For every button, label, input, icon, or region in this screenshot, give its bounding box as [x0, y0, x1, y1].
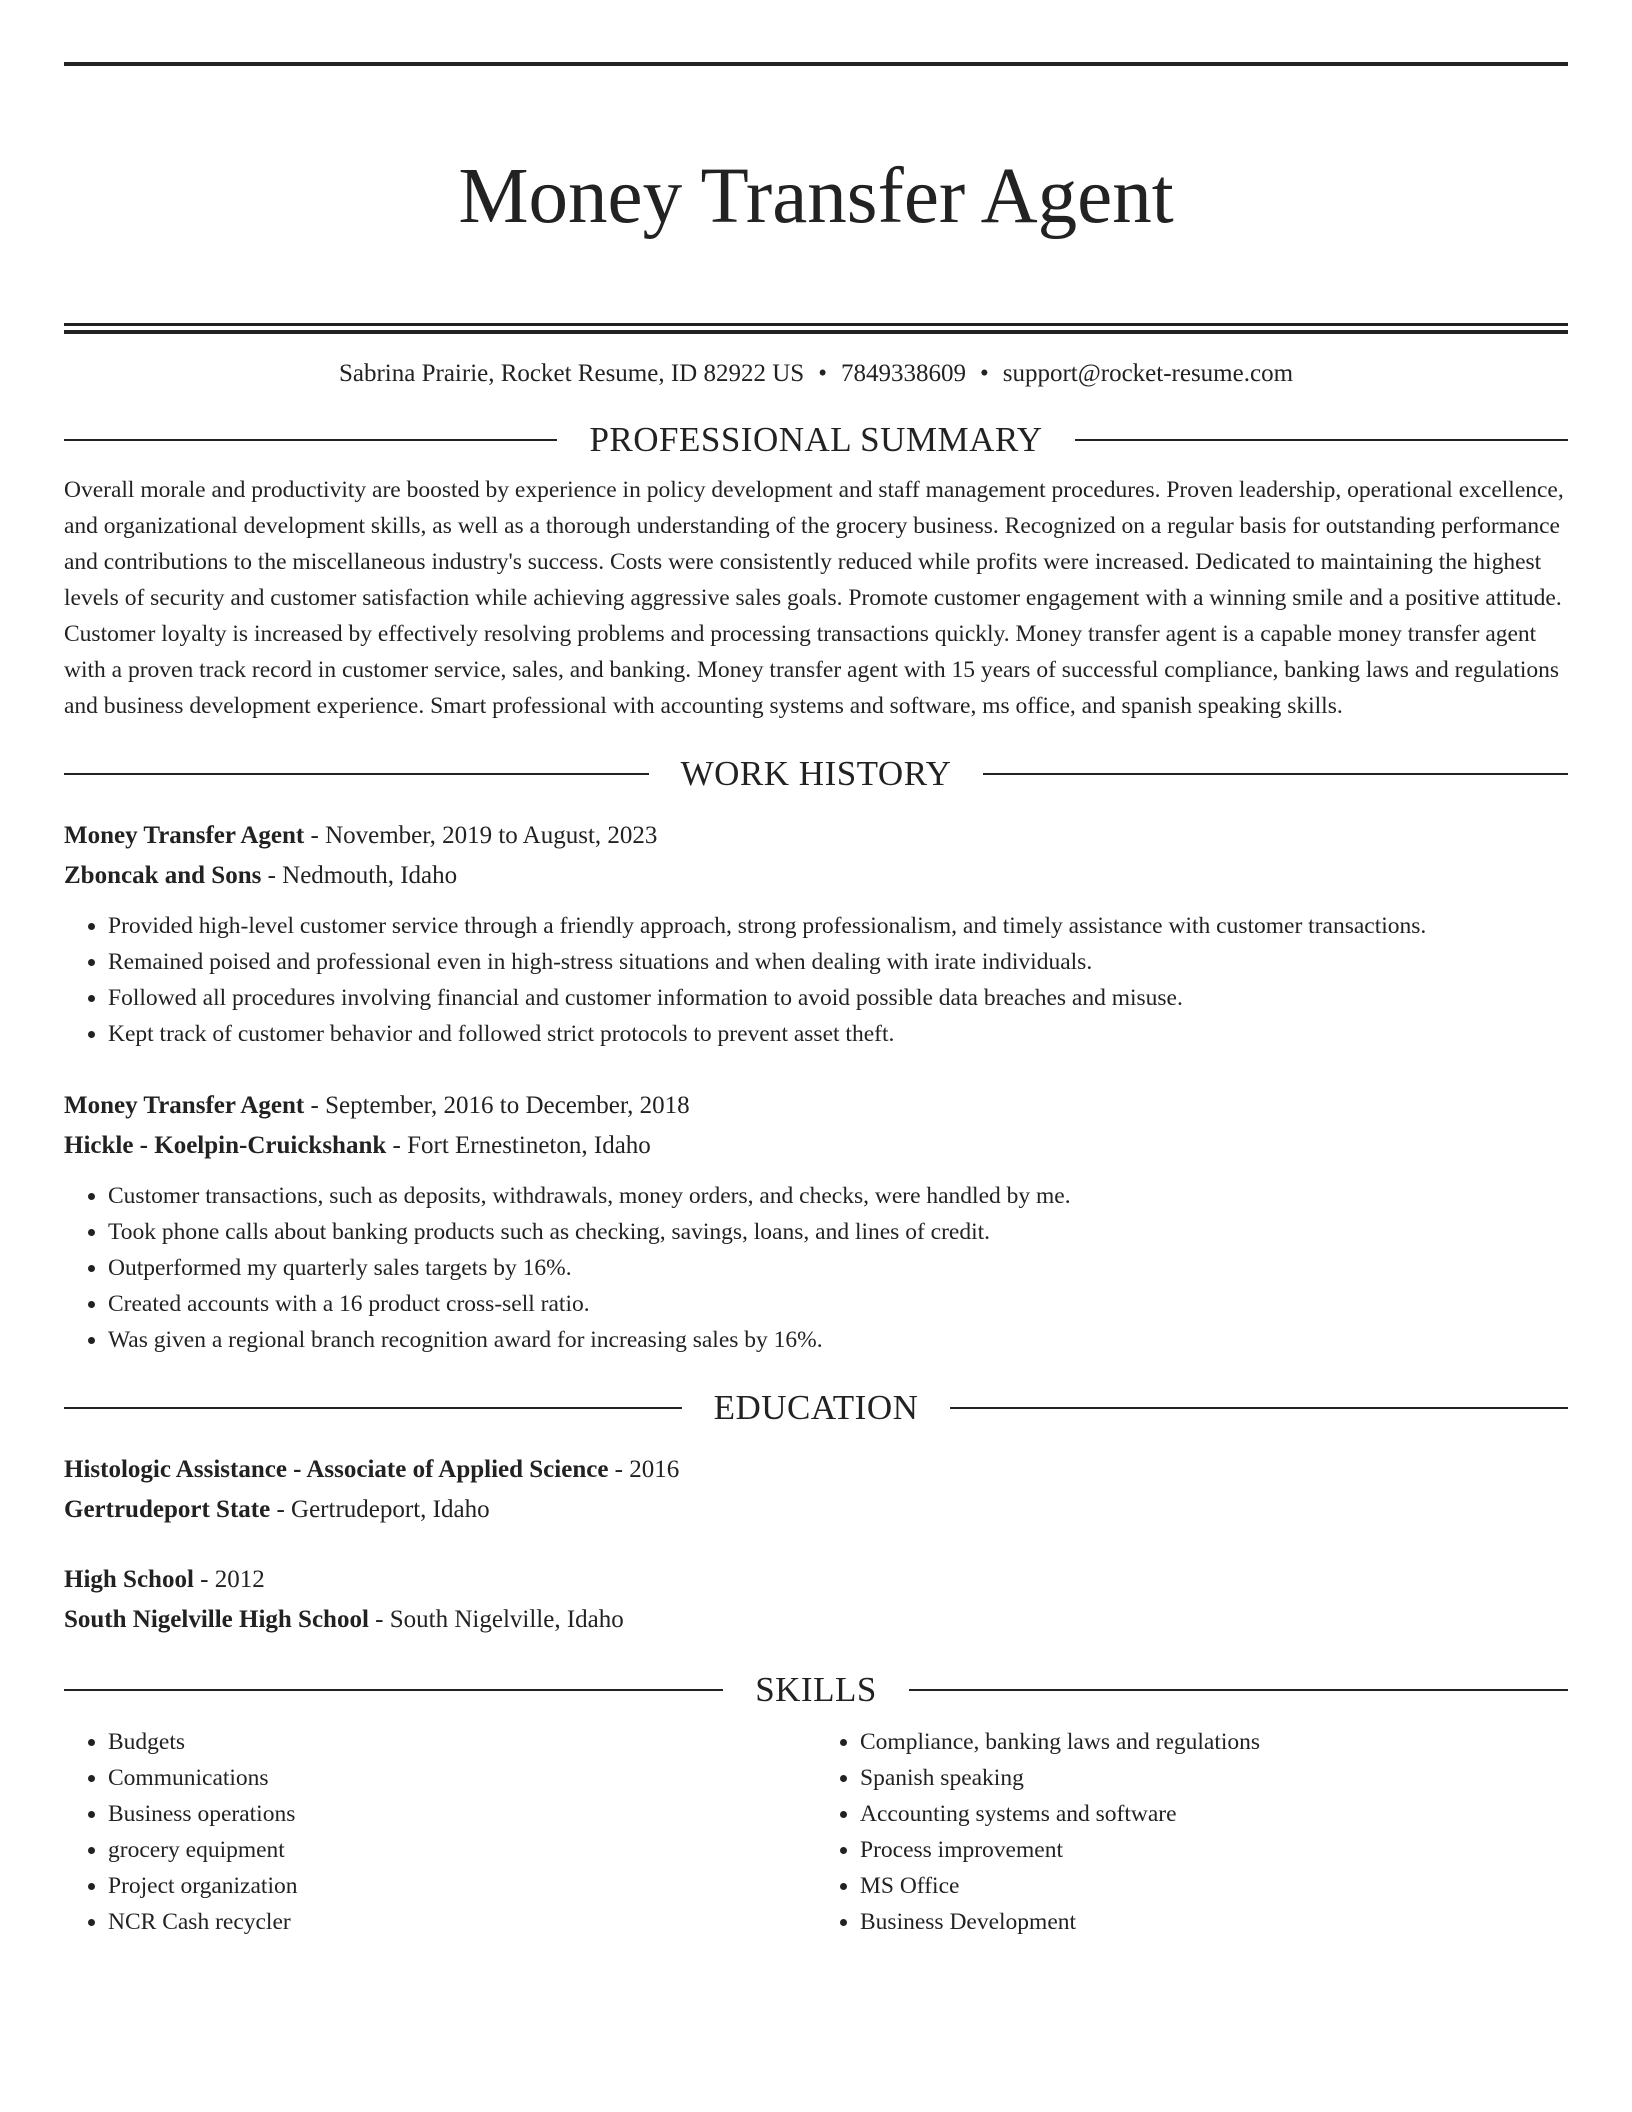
job-company: Zboncak and Sons [64, 861, 262, 889]
contact-line [64, 358, 1568, 390]
skill-item: • NCR Cash recycler [108, 1904, 816, 1940]
job-bullet: • Customer transactions, such as deposits, withdrawals, money orders, and checks, were handled by me. [108, 1178, 1568, 1214]
contact-phone: 7849338609 [840, 359, 966, 387]
heading-rule-left [64, 1689, 723, 1691]
job-company-line [64, 856, 1568, 896]
job-company-line [64, 1126, 1568, 1166]
work-section-heading [64, 752, 1568, 796]
job-bullet-list [64, 908, 1568, 1052]
skills-columns [64, 1724, 1568, 1940]
education-year: - 2016 [608, 1455, 680, 1483]
summary-text: Overall morale and productivity are boosted by experience in policy development and staff management procedures. Proven leadership, operational excellence, and organizational development skills, as well as a thorough understanding of the grocery business. Recognized on a regular basis for outstanding performance and contributions to the miscellaneous industry's success. Costs were consistently reduced while profits were increased. Dedicated to maintaining the highest levels of security and customer satisfaction while achieving aggressive sales goals. Promote customer engagement with a winning smile and a positive attitude. Customer loyalty is increased by effectively resolving problems and processing transactions quickly. Money transfer agent is a capable money transfer agent with a proven track record in customer service, sales, and banking. Money transfer agent with 15 years of successful compliance, banking laws and regulations and business development experience. Smart professional with accounting systems and software, ms office, and spanish speaking skills. [64, 476, 1564, 719]
heading-rule-left [64, 439, 557, 441]
skill-item: • MS Office [860, 1868, 1568, 1904]
heading-rule-right [983, 773, 1568, 775]
job-title-line [64, 816, 1568, 856]
job-entry [64, 816, 1568, 1052]
summary-section-heading [64, 418, 1568, 462]
education-school-line [64, 1600, 1568, 1640]
top-rule [64, 62, 1568, 66]
education-school-line [64, 1490, 1568, 1530]
title-double-rule [64, 323, 1568, 334]
skill-item: • Spanish speaking [860, 1760, 1568, 1796]
skills-section-heading [64, 1668, 1568, 1712]
education-degree-line [64, 1560, 1568, 1600]
job-dates: - November, 2019 to August, 2023 [304, 821, 658, 849]
contact-address: Sabrina Prairie, Rocket Resume, ID 82922 US [338, 359, 805, 387]
skill-item: • Business Development [860, 1904, 1568, 1940]
skill-item: • Project organization [108, 1868, 816, 1904]
education-entry [64, 1450, 1568, 1530]
job-title: Money Transfer Agent [64, 1091, 305, 1119]
skill-item: • Business operations [108, 1796, 816, 1832]
education-school: Gertrudeport State [64, 1495, 271, 1523]
skills-heading-label: SKILLS [755, 1669, 877, 1709]
summary-heading-label: PROFESSIONAL SUMMARY [589, 419, 1043, 459]
heading-rule-right [909, 1689, 1568, 1691]
job-bullet: • Created accounts with a 16 product cross-sell ratio. [108, 1286, 1568, 1322]
education-section-heading [64, 1386, 1568, 1430]
contact-email: support@rocket-resume.com [1002, 359, 1294, 387]
job-bullet: • Kept track of customer behavior and followed strict protocols to prevent asset theft. [108, 1016, 1568, 1052]
skill-item: • grocery equipment [108, 1832, 816, 1868]
skills-list-right [816, 1724, 1568, 1940]
job-bullet: • Was given a regional branch recognition award for increasing sales by 16%. [108, 1322, 1568, 1358]
skill-item: • Communications [108, 1760, 816, 1796]
heading-rule-right [950, 1407, 1568, 1409]
contact-separator: • [818, 359, 827, 387]
resume-title: Money Transfer Agent [458, 152, 1174, 240]
job-location: - Fort Ernestineton, Idaho [386, 1131, 651, 1159]
education-degree: Histologic Assistance - Associate of Applied Science [64, 1455, 609, 1483]
skill-item: • Compliance, banking laws and regulations [860, 1724, 1568, 1760]
job-dates: - September, 2016 to December, 2018 [304, 1091, 690, 1119]
job-entry [64, 1086, 1568, 1358]
education-school: South Nigelville High School [64, 1605, 369, 1633]
job-bullet: • Followed all procedures involving financial and customer information to avoid possible data breaches and misuse. [108, 980, 1568, 1016]
job-bullet-list [64, 1178, 1568, 1358]
education-year: - 2012 [193, 1565, 265, 1593]
education-degree: High School [64, 1565, 194, 1593]
job-bullet: • Remained poised and professional even in high-stress situations and when dealing with irate individuals. [108, 944, 1568, 980]
heading-rule-left [64, 773, 649, 775]
contact-separator: • [979, 359, 989, 387]
job-title: Money Transfer Agent [64, 821, 305, 849]
education-location: - Gertrudeport, Idaho [270, 1495, 490, 1523]
heading-rule-left [64, 1407, 682, 1409]
skill-item: • Accounting systems and software [860, 1796, 1568, 1832]
job-bullet: • Provided high-level customer service through a friendly approach, strong professionalism, and timely assistance with customer transactions. [108, 908, 1568, 944]
job-location: - Nedmouth, Idaho [261, 861, 458, 889]
job-bullet: • Took phone calls about banking products such as checking, savings, loans, and lines of credit. [108, 1214, 1568, 1250]
education-degree-line [64, 1450, 1568, 1490]
job-company: Hickle - Koelpin-Cruickshank [64, 1131, 387, 1159]
education-location: - South Nigelville, Idaho [368, 1605, 624, 1633]
skill-item: • Budgets [108, 1724, 816, 1760]
education-entry [64, 1560, 1568, 1640]
work-heading-label: WORK HISTORY [680, 753, 952, 793]
education-heading-label: EDUCATION [713, 1387, 919, 1427]
heading-rule-right [1075, 439, 1568, 441]
skill-item: • Process improvement [860, 1832, 1568, 1868]
job-bullet: • Outperformed my quarterly sales targets by 16%. [108, 1250, 1568, 1286]
job-title-line [64, 1086, 1568, 1126]
skills-list-left [64, 1724, 816, 1940]
